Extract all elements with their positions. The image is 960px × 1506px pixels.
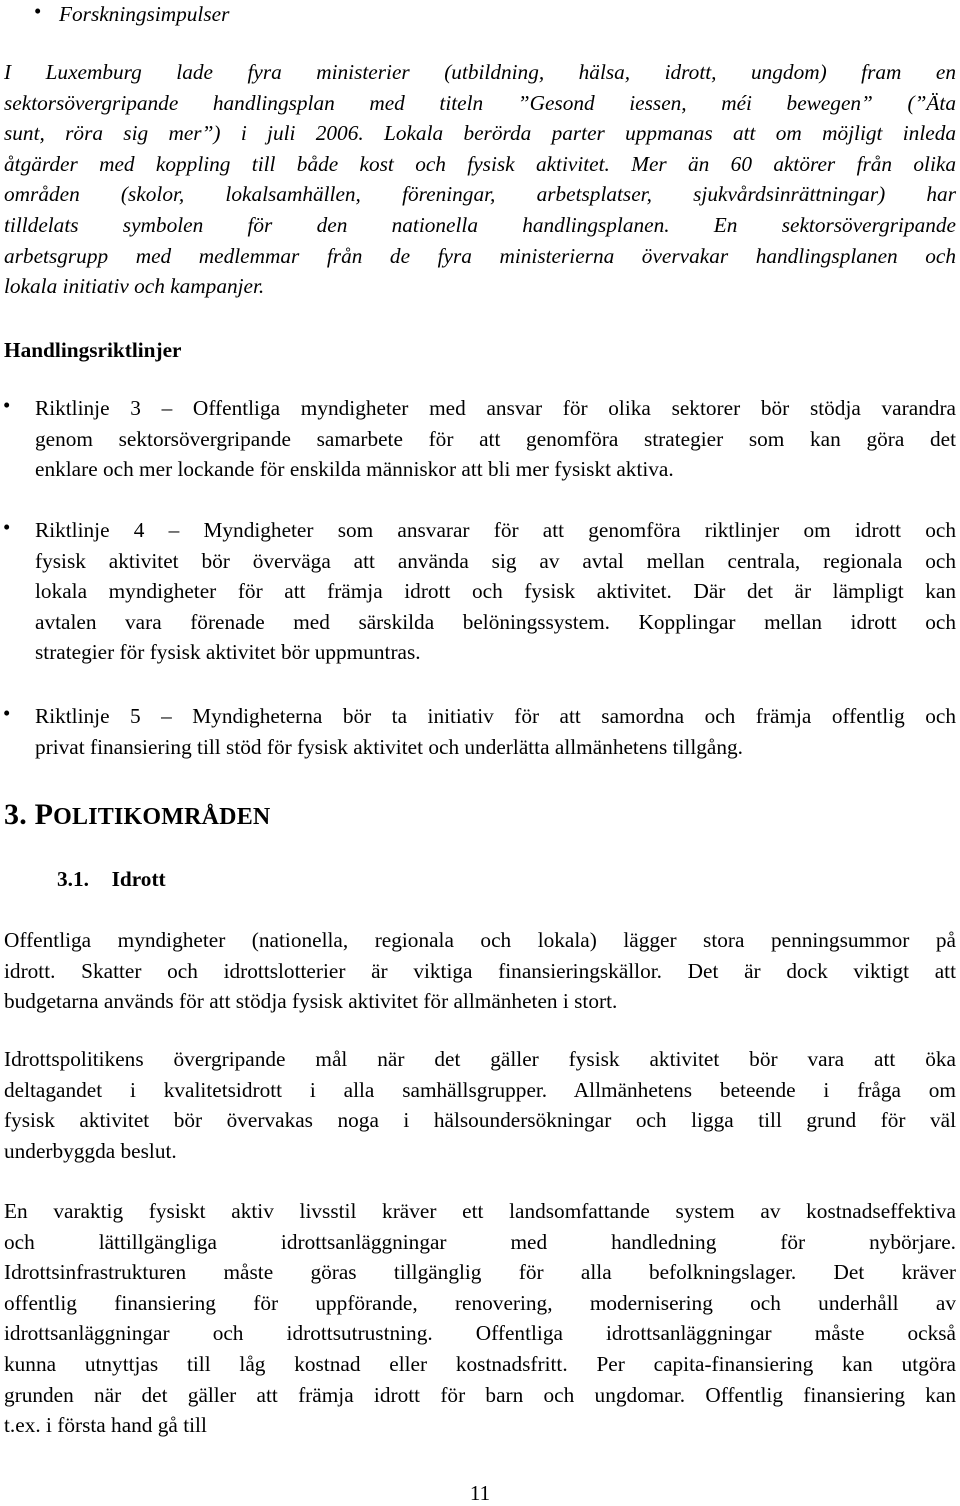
paragraph-line: I Luxemburg lade fyra ministerier (utbildning, hälsa, idrott, ungdom) fram en xyxy=(4,60,956,84)
paragraph-line: kunna utnyttjas till låg kostnad eller kostnadsfritt. Per capita-finansiering kan utgöra xyxy=(4,1351,956,1376)
bullet-icon: • xyxy=(3,515,11,539)
paragraph-line: lokala initiativ och kampanjer. xyxy=(4,274,265,299)
paragraph-line: sektorsövergripande handlingsplan med titeln ”Gesond iessen, méi bewegen” (”Äta xyxy=(4,90,956,115)
paragraph-line: områden (skolor, lokalsamhällen, föreningar, arbetsplatser, sjukvårdsinrättningar) har xyxy=(4,182,956,207)
bullet-icon: • xyxy=(3,393,11,417)
body-paragraph-2 xyxy=(4,1044,956,1166)
bullet-icon: • xyxy=(3,701,11,725)
guideline-line: strategier för fysisk aktivitet bör uppmuntras. xyxy=(35,640,421,665)
paragraph-line: grunden när det gäller att främja idrott för barn och ungdomar. Offentlig finansiering kan xyxy=(4,1382,956,1407)
paragraph-line: underbyggda beslut. xyxy=(4,1138,177,1163)
guideline-3 xyxy=(35,393,956,485)
paragraph-line: Idrottspolitikens övergripande mål när det gäller fysisk aktivitet bör vara att öka xyxy=(4,1047,956,1071)
top-bullet-label: Forskningsimpulser xyxy=(59,2,230,26)
paragraph-line: offentlig finansiering för uppförande, renovering, modernisering och underhåll av xyxy=(4,1290,956,1315)
guidelines-heading: Handlingsriktlinjer xyxy=(4,338,182,362)
subsection-heading xyxy=(57,867,166,892)
paragraph-line: deltagandet i kvalitetsidrott i alla samhällsgrupper. Allmänhetens beteende i fråga om xyxy=(4,1077,956,1102)
guideline-line: genom sektorsövergripande samarbete för att genomföra strategier som kan göra det xyxy=(35,426,956,451)
section-title-rest: OLITIKOMRÅDEN xyxy=(53,804,271,830)
paragraph-line: tilldelats symbolen för den nationella handlingsplanen. En sektorsövergripande xyxy=(4,212,956,237)
subsection-title: Idrott xyxy=(111,867,166,891)
guideline-line: fysisk aktivitet bör överväga att använda sig av avtal mellan centrala, regionala och xyxy=(35,548,956,573)
paragraph-line: sunt, röra sig mer”) i juli 2006. Lokala berörda parter uppmanas att om möjligt inleda xyxy=(4,121,956,146)
guideline-line: enklare och mer lockande för enskilda människor att bli mer fysiskt aktiva. xyxy=(35,457,674,482)
paragraph-line: Offentliga myndigheter (nationella, regionala och lokala) lägger stora penningsummor på xyxy=(4,928,956,952)
guideline-line: privat finansiering till stöd för fysisk aktivitet och underlätta allmänhetens tillgång. xyxy=(35,734,743,759)
bullet-icon: • xyxy=(34,0,42,23)
guideline-line: lokala myndigheter för att främja idrott och fysisk aktivitet. Där det är lämpligt kan xyxy=(35,579,956,604)
paragraph-line: En varaktig fysiskt aktiv livsstil kräver ett landsomfattande system av kostnadseffektiva xyxy=(4,1199,956,1223)
paragraph-line: åtgärder med koppling till både kost och fysisk aktivitet. Mer än 60 aktörer från olika xyxy=(4,151,956,176)
body-paragraph-3 xyxy=(4,1196,956,1441)
guideline-line: Riktlinje 3 – Offentliga myndigheter med ansvar för olika sektorer bör stödja varandra xyxy=(35,396,956,420)
page-number: 11 xyxy=(469,1481,491,1505)
research-impulses-label xyxy=(59,0,229,30)
section-number: 3. xyxy=(4,798,27,831)
section-title-initial: P xyxy=(34,798,54,831)
impulse-paragraph xyxy=(4,57,956,302)
guideline-line: Riktlinje 5 – Myndigheterna bör ta initiativ för att samordna och främja offentlig och xyxy=(35,704,956,728)
paragraph-line: budgetarna används för att stödja fysisk aktivitet för allmänheten i stort. xyxy=(4,989,618,1014)
paragraph-line: Idrottsinfrastrukturen måste göras tillgänglig för alla befolkningslager. Det kräver xyxy=(4,1260,956,1285)
paragraph-line: och lättillgängliga idrottsanläggningar med handledning för nybörjare. xyxy=(4,1229,956,1254)
paragraph-line: t.ex. i första hand gå till xyxy=(4,1413,207,1438)
paragraph-line: idrott. Skatter och idrottslotterier är viktiga finansieringskällor. Det är dock viktigt att xyxy=(4,958,956,983)
subsection-number: 3.1. xyxy=(57,867,89,891)
guideline-line: avtalen vara förenade med särskilda belöningssystem. Kopplingar mellan idrott och xyxy=(35,609,956,634)
section-heading xyxy=(4,798,270,832)
paragraph-line: arbetsgrupp med medlemmar från de fyra ministerierna övervakar handlingsplanen och xyxy=(4,243,956,268)
guideline-5 xyxy=(35,701,956,762)
body-paragraph-1 xyxy=(4,925,956,1017)
paragraph-line: fysisk aktivitet bör övervakas noga i hälsoundersökningar och ligga till grund för väl xyxy=(4,1108,956,1133)
guideline-line: Riktlinje 4 – Myndigheter som ansvarar för att genomföra riktlinjer om idrott och xyxy=(35,518,956,542)
guideline-4 xyxy=(35,515,956,668)
paragraph-line: idrottsanläggningar och idrottsutrustning. Offentliga idrottsanläggningar måste också xyxy=(4,1321,956,1346)
